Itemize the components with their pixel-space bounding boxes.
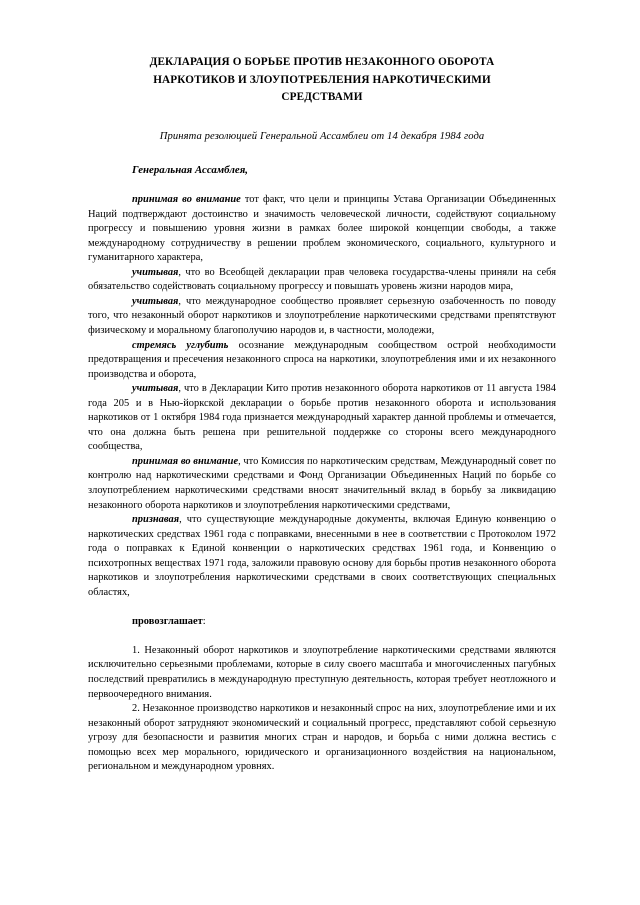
preamble-paragraph-4 <box>88 339 556 383</box>
preamble-paragraph-6 <box>88 455 556 513</box>
article-2-number: 2. <box>132 703 140 715</box>
preamble-text-4: осознание международным сообществом острой необходимости предотвращения и пресечения незаконного спроса на наркотики, злоупотребления ими и их незаконного производства и оборота, <box>88 339 556 380</box>
preamble-lead-4: стремясь углубить <box>132 339 229 351</box>
preamble-text-6: , что Комиссия по наркотическим средствам, Международный совет по контролю над наркотическими средствами и Фонд Организации Объединенных Наций по борьбе со злоупотреблением наркотическими средствами вносят значительный вклад в борьбу за ликвидацию незаконного оборота наркотиков и злоупотребления наркотическими средствами, <box>88 455 556 511</box>
preamble-lead-3: учитывая <box>132 295 179 307</box>
preamble-text-3: , что международное сообщество проявляет серьезную озабоченность по поводу того, что незаконный оборот наркотиков и злоупотребление наркотическими средствами препятствуют физическому и моральному благополучию народов и, в частности, молодежи, <box>88 295 556 336</box>
preamble-text-7: , что существующие международные документы, включая Единую конвенцию о наркотических средствах 1961 года с поправками, внесенными в нее в соответствии с Протоколом 1972 года о поправках к Единой конвенции о наркотических средствах 1961 года, и Конвенцию о психотропных веществах 1971 года, заложили правовую основу для борьбы против незаконного оборота наркотиков и злоупотребления наркотическими средствами в своих соответствующих специальных областях, <box>88 514 556 598</box>
salutation: Генеральная Ассамблея, <box>132 163 248 176</box>
proclaim-line <box>88 615 556 630</box>
article-1-text: Незаконный оборот наркотиков и злоупотребление наркотическими средствами являются исключительно серьезными проблемами, которые в силу своего масштаба и многочисленных пагубных последствий превратились в международную преступную деятельность, которая требует неотложного и первоочередного внимания. <box>88 644 556 700</box>
preamble-lead-2: учитывая <box>132 266 179 278</box>
article-2-text: Незаконное производство наркотиков и незаконный спрос на них, злоупотребление ими и их незаконный оборот затрудняют экономический и социальный прогресс, представляют собой серьезную угрозу для безопасности и развития многих стран и народов, и борьба с ними должна вестись с помощью всех мер морального, юридического и организационного воздействия на национальном, региональном и международном уровнях. <box>88 703 556 773</box>
preamble-lead-5: учитывая <box>132 383 179 395</box>
title-line-2: НАРКОТИКОВ И ЗЛОУПОТРЕБЛЕНИЯ НАРКОТИЧЕСКИМИ <box>153 73 491 86</box>
preamble-text-5: , что в Декларации Кито против незаконного оборота наркотиков от 11 августа 1984 года 205 и в Нью-йоркской декларации о борьбе против незаконного оборота и использования наркотиков от 1 октября 1984 года признается международный характер данной проблемы и отмечается, что она должна быть решена при решительной поддержке со стороны всего международного сообщества, <box>88 383 556 453</box>
preamble-paragraph-1 <box>88 193 556 266</box>
title-line-3: СРЕДСТВАМИ <box>281 91 363 103</box>
preamble-lead-7: признавая <box>132 514 180 526</box>
document-body <box>88 163 556 775</box>
proclaim-keyword: провозглашает <box>132 616 203 628</box>
article-1-number: 1. <box>132 644 140 656</box>
article-1 <box>88 644 556 702</box>
title-line-1: ДЕКЛАРАЦИЯ О БОРЬБЕ ПРОТИВ НЕЗАКОННОГО ОБОРОТА <box>149 56 495 68</box>
preamble-paragraph-3 <box>88 295 556 339</box>
preamble-lead-1: принимая во внимание <box>132 194 241 206</box>
proclaim-colon: : <box>202 616 206 628</box>
preamble-text-1: тот факт, что цели и принципы Устава Организации Объединенных Наций подтверждают достоинство и значимость человеческой личности, содействуют социальному прогрессу и повышению уровня жизни в рамках более широкой концепции свободы, а также международному сотрудничеству в решении проблем экономического, социального, культурного и гуманитарного характера, <box>88 194 556 264</box>
preamble-paragraph-5 <box>88 382 556 455</box>
preamble-paragraph-2 <box>88 266 556 295</box>
preamble-lead-6: принимая во внимание <box>132 455 239 467</box>
page-title <box>88 54 556 107</box>
adoption-subtitle: Принята резолюцией Генеральной Ассамблеи от 14 декабря 1984 года <box>159 130 485 142</box>
article-2 <box>88 702 556 775</box>
preamble-paragraph-7 <box>88 513 556 600</box>
preamble-text-2: , что во Всеобщей декларации прав человека государства-члены приняли на себя обязательство содействовать социальному прогрессу и повышать уровень жизни народов мира, <box>88 266 556 293</box>
